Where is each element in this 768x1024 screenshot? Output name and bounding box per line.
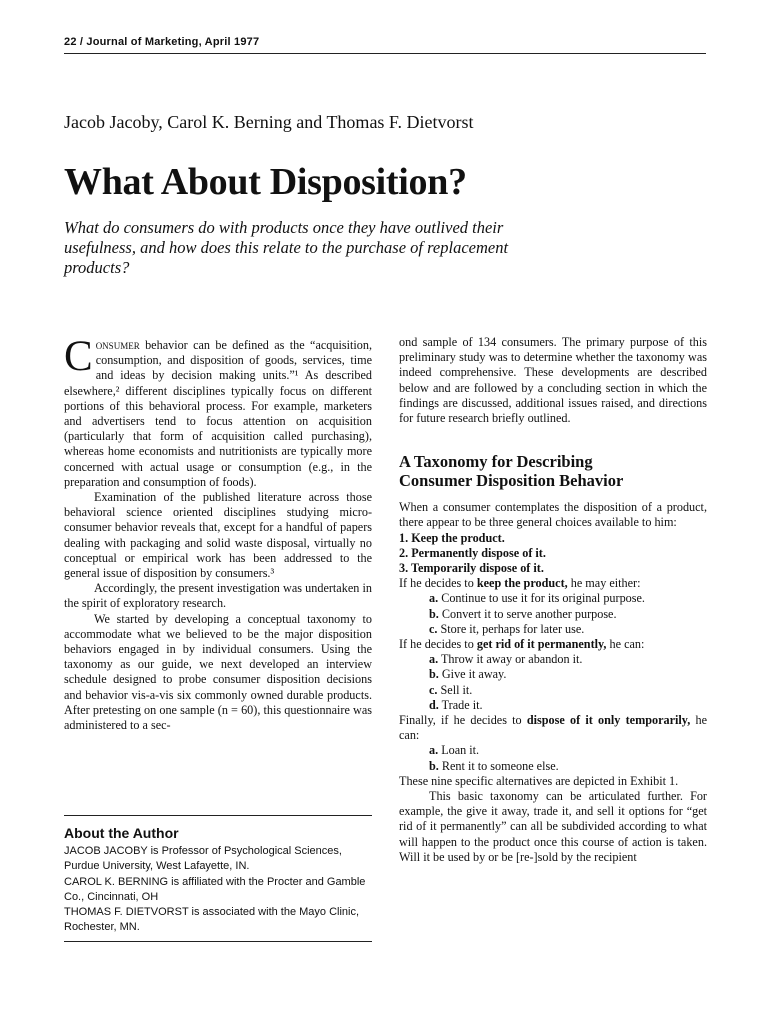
option-letter: b. <box>429 667 439 682</box>
article-title: What About Disposition? <box>64 161 467 203</box>
temp-option-a <box>399 743 707 758</box>
article-subtitle: What do consumers do with products once they have outlived their usefulness, and how does this relate to the purchase of replacement products? <box>64 218 509 277</box>
temp-lead: Finally, if he decides to <box>399 713 527 728</box>
about-bottom-rule <box>64 941 372 942</box>
option-letter: b. <box>429 758 439 773</box>
keep-lead: If he decides to <box>399 576 477 591</box>
choice-keep-text: 1. Keep the product. <box>399 530 505 545</box>
running-head: 22 / Journal of Marketing, April 1977 <box>64 36 260 48</box>
temp-tail: he can: <box>399 713 707 743</box>
section-heading <box>399 452 707 490</box>
paragraph-intro <box>64 333 372 490</box>
paragraph-articulated: This basic taxonomy can be articulated further. For example, the give it away, trade it, and sell it options for “get rid of it permanently” can all be subdivided according to what will happen to the product once this course of action is taken. Will it be used by or be [re-]sold by the recipient <box>399 789 707 864</box>
paragraph-accordingly: Accordingly, the present investigation was undertaken in the spirit of exploratory research. <box>64 581 372 611</box>
about-heading: About the Author <box>64 825 179 841</box>
rid-option-a <box>399 652 707 667</box>
keep-option-c <box>399 622 707 637</box>
option-text: Trade it. <box>438 697 483 712</box>
right-column <box>399 335 707 865</box>
option-text: Convert it to serve another purpose. <box>438 606 617 621</box>
option-text: Give it away. <box>438 667 507 682</box>
option-letter: c. <box>429 621 438 636</box>
option-text: Throw it away or abandon it. <box>438 652 583 667</box>
rid-lead: If he decides to <box>399 637 477 652</box>
rid-lead-line <box>399 637 707 652</box>
rid-bold: get rid of it permanently, <box>476 637 607 652</box>
choice-permanent <box>399 546 707 561</box>
paragraph-continued: ond sample of 134 consumers. The primary purpose of this preliminary study was to determine whether the taxonomy was indeed comprehensive. These developments are described below and are followed by a concluding section in which the findings are discussed, additional issues raised, and directions for future research briefly outlined. <box>399 335 707 426</box>
section-heading-line2: Consumer Disposition Behavior <box>399 471 624 491</box>
choice-permanent-text: 2. Permanently dispose of it. <box>399 545 546 560</box>
option-letter: a. <box>429 591 439 606</box>
option-text: Sell it. <box>437 682 473 697</box>
option-letter: a. <box>429 743 439 758</box>
keep-option-a <box>399 591 707 606</box>
paragraph-method: We started by developing a conceptual taxonomy to accommodate what we believed to be the major disposition behaviors engaged in by individual consumers. Using the taxonomy as our guide, we next developed an interview schedule designed to probe consumer disposition decisions and behavior vis-a-vis six commonly owned durable products. After pretesting on one sample (n = 60), this questionnaire was administered to a sec- <box>64 611 372 733</box>
about-top-rule <box>64 815 372 816</box>
keep-bold: keep the product, <box>476 576 568 591</box>
choice-temporary-text: 3. Temporarily dispose of it. <box>399 561 544 576</box>
temp-bold: dispose of it only temporarily, <box>526 713 691 728</box>
header-rule <box>64 53 706 54</box>
rid-option-b <box>399 667 707 682</box>
keep-option-b <box>399 607 707 622</box>
rid-option-c <box>399 683 707 698</box>
paragraph-choices-intro: When a consumer contemplates the disposition of a product, there appear to be three general choices available to him: <box>399 500 707 530</box>
option-text: Store it, perhaps for later use. <box>437 621 585 636</box>
option-letter: d. <box>429 697 439 712</box>
article-authors: Jacob Jacoby, Carol K. Berning and Thomas F. Dietvorst <box>64 112 474 132</box>
rid-option-d <box>399 698 707 713</box>
section-heading-line1: A Taxonomy for Describing <box>399 452 593 472</box>
drop-cap: C <box>64 333 93 380</box>
option-letter: b. <box>429 606 439 621</box>
option-letter: a. <box>429 652 439 667</box>
intro-smallcaps: onsumer <box>95 338 140 352</box>
option-text: Continue to use it for its original purpose. <box>438 591 645 606</box>
keep-tail: he may either: <box>567 576 641 591</box>
option-letter: c. <box>429 682 438 697</box>
about-dietvorst: THOMAS F. DIETVORST is associated with the Mayo Clinic, Rochester, MN. <box>64 906 360 934</box>
left-column <box>64 333 372 733</box>
temp-lead-line <box>399 713 707 743</box>
option-text: Rent it to someone else. <box>438 758 559 773</box>
about-the-author <box>64 824 372 936</box>
paragraph-literature: Examination of the published literature across those behavioral science oriented disciplines studying micro-consumer behavior reveals that, except for a handful of papers dealing with packaging and solid waste disposal, virtually no conceptual or empirical work has been addressed to the general issue of disposition by consumers.³ <box>64 490 372 581</box>
temp-option-b <box>399 759 707 774</box>
about-jacoby: JACOB JACOBY is Professor of Psychological Sciences, Purdue University, West Lafayette, IN. <box>64 845 342 873</box>
about-berning: CAROL K. BERNING is affiliated with the Procter and Gamble Co., Cincinnati, OH <box>64 875 366 903</box>
keep-lead-line <box>399 576 707 591</box>
paragraph-nine-alternatives: These nine specific alternatives are depicted in Exhibit 1. <box>399 773 679 788</box>
intro-text: behavior can be defined as the “acquisition, consumption, and disposition of goods, services, time and ideas by decision making units.”¹ As described elsewhere,² different disciplines typically focus on different portions of this behavioral process. For example, marketers and advertisers tend to focus attention on acquisition (particularly that form of acquisition called purchasing), whereas home economists and nutritionists are typically more concerned with actual usage or consumption (e.g., in the preparation and consumption of foods). <box>64 338 372 489</box>
choice-keep <box>399 531 707 546</box>
rid-tail: he can: <box>606 637 645 652</box>
choice-temporary <box>399 561 707 576</box>
option-text: Loan it. <box>438 743 480 758</box>
